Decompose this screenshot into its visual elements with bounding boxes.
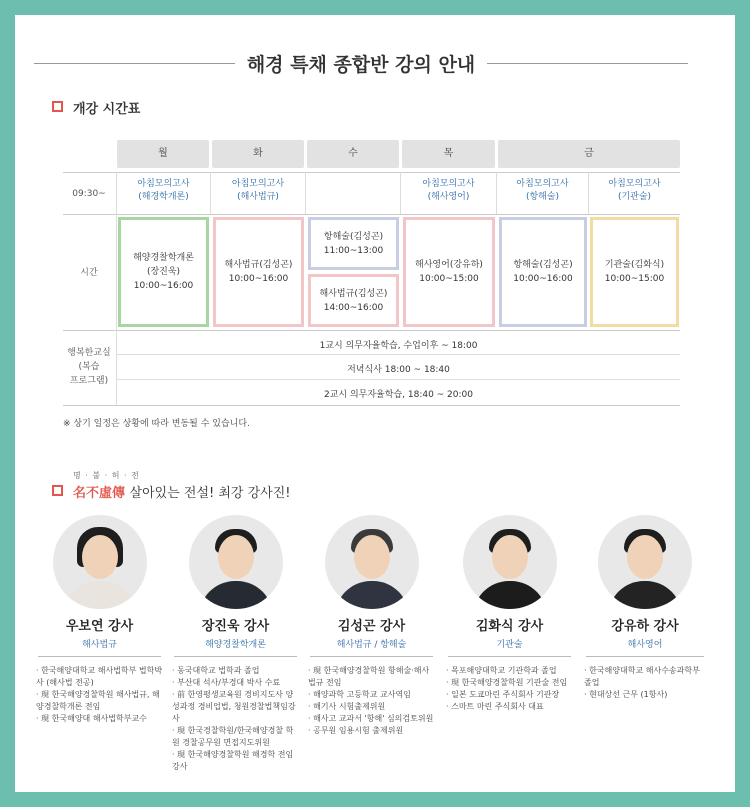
credential-list (442, 665, 577, 713)
row-label-class: 시간 (80, 268, 98, 278)
class-box-tue: 해사법규(김성곤) 10:00~16:00 (213, 217, 304, 327)
instructor-photo (53, 515, 147, 609)
divider (38, 656, 161, 657)
credential-item: · 現 한국해양대 해사법학부교수 (36, 713, 163, 725)
class-box-fri-2: 기관술(김화식) 10:00~15:00 (590, 217, 679, 327)
schedule-note: ※ 상기 일정은 상황에 따라 변동될 수 있습니다. (63, 419, 250, 429)
class-box-mon: 해양경찰학개론 (장진욱) 10:00~16:00 (118, 217, 209, 327)
instructor-name: 강유하 강사 (611, 619, 679, 634)
instructor-card-4 (442, 515, 577, 713)
table-rule (117, 354, 680, 355)
credential-item: · 現 한국해양경찰학원 기관술 전임 (446, 677, 573, 689)
class-box-wed-pm: 해사법규(김성곤) 14:00~16:00 (308, 274, 399, 327)
study-row-2: 저녁식사 18:00 ~ 18:40 (347, 365, 450, 375)
instructor-name: 우보연 강사 (65, 619, 134, 634)
table-rule (63, 214, 680, 215)
instructor-name: 김성곤 강사 (337, 619, 406, 634)
instructor-subject: 해사영어 (627, 640, 663, 650)
table-rule (63, 405, 680, 406)
class-box-wed-am: 항해술(김성곤) 11:00~13:00 (308, 217, 399, 270)
heading-rest: 살아있는 전설! 최강 강사진! (129, 486, 291, 501)
credential-item: · 해기사 시험출제위원 (308, 701, 435, 713)
day-header-fri: 금 (498, 140, 680, 168)
class-box-fri-1: 항해술(김성곤) 10:00~16:00 (499, 217, 587, 327)
hanja-reading: 명 · 불 · 허 · 전 (73, 471, 140, 480)
page-title: 해경 특채 종합반 강의 안내 (235, 54, 487, 76)
credential-item: · 부산대 석사/부경대 박사 수료 (172, 677, 299, 689)
day-header-wed: 수 (307, 140, 399, 168)
divider (448, 656, 571, 657)
instructor-card-2 (168, 515, 303, 773)
credential-item: · 한국해양대학교 해사수송과학부 졸업 (584, 665, 706, 689)
morning-test-tue: 아침모의고사 (해사법규) (231, 179, 285, 202)
schedule-heading-text: 개강 시간표 (73, 102, 141, 117)
credential-item: · 공무원 임용시험 출제위원 (308, 725, 435, 737)
credential-item: · 스마트 마린 주식회사 대표 (446, 701, 573, 713)
table-divider (305, 172, 306, 214)
schedule-heading (52, 98, 140, 117)
credential-item: · 현대상선 근무 (1항사) (584, 689, 706, 701)
square-bullet-icon (52, 101, 63, 112)
table-rule (117, 379, 680, 380)
instructor-photo (325, 515, 419, 609)
instructor-card-5 (580, 515, 710, 701)
divider (174, 656, 297, 657)
credential-item: · 목포해양대학교 기관학과 졸업 (446, 665, 573, 677)
day-header-mon: 월 (117, 140, 209, 168)
instructor-photo (463, 515, 557, 609)
credential-item: · 現 한국해양경찰학원 항해술·해사법규 전임 (308, 665, 435, 689)
credential-item: · 일본 도쿄마린 주식회사 기관장 (446, 689, 573, 701)
day-header-thu: 목 (402, 140, 495, 168)
day-header-tue: 화 (212, 140, 304, 168)
instructor-card-1 (32, 515, 167, 725)
credential-item: · 前 한영평생교육원 경비지도사 양성과정 경비업법, 청원경찰법책임강사 (172, 689, 299, 725)
instructor-photo (189, 515, 283, 609)
credential-item: · 해사고 교과서 '항해' 심의검토위원 (308, 713, 435, 725)
instructor-name: 김화식 강사 (475, 619, 544, 634)
divider (586, 656, 704, 657)
divider (310, 656, 433, 657)
table-rule (63, 330, 680, 331)
credential-item: · 現 한국해양경찰학원 해사법규, 해양경찰학개론 전임 (36, 689, 163, 713)
morning-test-fri-1: 아침모의고사 (항해술) (516, 179, 569, 202)
title-bar (34, 48, 688, 78)
instructor-subject: 해사법규 / 항해술 (336, 640, 407, 650)
credential-item: · 해양과학 고등학교 교사역임 (308, 689, 435, 701)
study-row-1: 1교시 의무자율학습, 수업이후 ~ 18:00 (319, 341, 478, 351)
instructor-subject: 해양경찰학개론 (205, 640, 266, 650)
study-row-3: 2교시 의무자율학습, 18:40 ~ 20:00 (324, 390, 473, 400)
morning-test-thu: 아침모의고사 (해사영어) (422, 179, 475, 202)
instructor-subject: 기관술 (496, 640, 523, 650)
credential-list (304, 665, 439, 737)
class-box-thu: 해사영어(강유하) 10:00~15:00 (403, 217, 495, 327)
instructor-name: 장진욱 강사 (201, 619, 270, 634)
credential-list (168, 665, 303, 773)
instructor-card-3 (304, 515, 439, 737)
credential-list (32, 665, 167, 725)
instructors-heading (52, 482, 291, 501)
morning-test-fri-2: 아침모의고사 (기관술) (608, 179, 661, 202)
credential-list (580, 665, 710, 701)
credential-item: · 한국해양대학교 해사법학부 법학박사 (해사법 전공) (36, 665, 163, 689)
credential-item: · 現 한국경찰학원/한국해양경찰 학원 경찰공무원 면접지도위원 (172, 725, 299, 749)
row-label-study: 행복한교실 (복습 프로그램) (67, 348, 111, 386)
credential-item: · 現 한국해양경찰학원 해경학 전임강사 (172, 749, 299, 773)
morning-test-mon: 아침모의고사 (해경학개론) (137, 179, 190, 202)
square-bullet-icon (52, 485, 63, 496)
instructor-subject: 해사법규 (82, 640, 117, 650)
heading-hanja: 名不虛傳 (73, 486, 126, 501)
row-label-morning: 09:30~ (72, 189, 106, 199)
credential-item: · 동국대학교 법학과 졸업 (172, 665, 299, 677)
instructor-photo (598, 515, 692, 609)
